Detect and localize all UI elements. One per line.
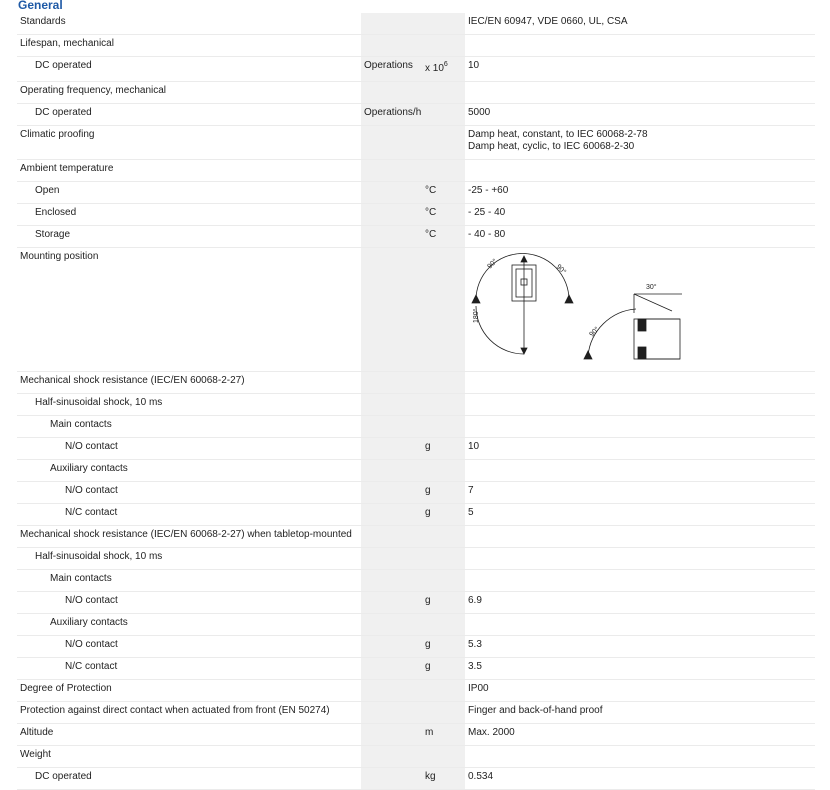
spec-factor [423,248,465,372]
angle-label: 30° [646,284,657,291]
spec-unit [361,372,423,394]
spec-row [17,636,815,658]
spec-unit: Operations/h [361,104,423,126]
spec-unit [361,548,423,570]
spec-value: 10 [465,57,815,82]
spec-label: Main contacts [17,416,361,438]
spec-label: Half-sinusoidal shock, 10 ms [17,548,361,570]
spec-value [465,35,815,57]
spec-row [17,416,815,438]
spec-factor [423,126,465,160]
spec-label: Weight [17,746,361,768]
spec-label: DC operated [17,57,361,82]
spec-label: Lifespan, mechanical [17,35,361,57]
spec-row [17,592,815,614]
spec-value: -25 - +60 [465,182,815,204]
spec-unit [361,504,423,526]
spec-unit [361,416,423,438]
spec-value: 5.3 [465,636,815,658]
spec-unit [361,768,423,790]
mounting-position-diagram [468,251,698,361]
spec-factor: kg [423,768,465,790]
spec-label: Storage [17,226,361,248]
spec-table-body [17,13,815,790]
spec-row [17,126,815,160]
section-title: General [18,0,63,12]
spec-value: IP00 [465,680,815,702]
spec-row [17,614,815,636]
spec-unit [361,204,423,226]
spec-row [17,57,815,82]
spec-unit [361,680,423,702]
spec-value: - 25 - 40 [465,204,815,226]
spec-label: Main contacts [17,570,361,592]
spec-factor [423,394,465,416]
spec-label: Climatic proofing [17,126,361,160]
spec-factor [423,82,465,104]
spec-row [17,204,815,226]
spec-value [465,614,815,636]
spec-label: Standards [17,13,361,35]
spec-factor: m [423,724,465,746]
spec-row [17,482,815,504]
spec-row [17,182,815,204]
spec-label: DC operated [17,104,361,126]
spec-factor: g [423,482,465,504]
spec-factor: g [423,592,465,614]
spec-table [17,13,815,790]
spec-unit [361,460,423,482]
spec-value [465,394,815,416]
spec-label: N/O contact [17,438,361,460]
spec-unit [361,394,423,416]
spec-unit [361,570,423,592]
spec-label: Degree of Protection [17,680,361,702]
spec-unit [361,636,423,658]
spec-factor [423,35,465,57]
spec-value [465,570,815,592]
spec-value: 7 [465,482,815,504]
spec-value: 3.5 [465,658,815,680]
spec-row [17,702,815,724]
spec-factor: °C [423,226,465,248]
spec-value: Max. 2000 [465,724,815,746]
spec-label: Enclosed [17,204,361,226]
spec-label: N/O contact [17,636,361,658]
spec-factor [423,13,465,35]
spec-row [17,504,815,526]
spec-value: IEC/EN 60947, VDE 0660, UL, CSA [465,13,815,35]
spec-row [17,768,815,790]
spec-label: Operating frequency, mechanical [17,82,361,104]
spec-value [465,416,815,438]
spec-value: 5000 [465,104,815,126]
angle-label: 90° [588,325,601,339]
spec-value: 0.534 [465,768,815,790]
spec-label: Auxiliary contacts [17,614,361,636]
spec-unit [361,482,423,504]
angle-label: 90° [486,257,499,271]
spec-value-line: Damp heat, constant, to IEC 60068-2-78 [468,129,648,140]
spec-value [465,526,815,548]
spec-row [17,394,815,416]
spec-factor: g [423,504,465,526]
spec-factor [423,526,465,548]
spec-factor [423,548,465,570]
spec-row [17,104,815,126]
spec-unit [361,592,423,614]
spec-row [17,35,815,57]
spec-row [17,570,815,592]
spec-row [17,746,815,768]
spec-row [17,548,815,570]
spec-value: 5 [465,504,815,526]
spec-row [17,680,815,702]
spec-label: N/O contact [17,592,361,614]
spec-factor: g [423,658,465,680]
spec-label: DC operated [17,768,361,790]
spec-row [17,372,815,394]
spec-unit [361,526,423,548]
spec-value: 10 [465,438,815,460]
spec-unit: Operations [361,57,423,82]
spec-factor [423,702,465,724]
arc-left-bottom [476,306,524,354]
spec-value [465,548,815,570]
spec-value: - 40 - 80 [465,226,815,248]
spec-value: 6.9 [465,592,815,614]
spec-value [465,372,815,394]
spec-factor-base: x 10 [425,63,444,74]
spec-factor [423,460,465,482]
spec-value [465,460,815,482]
spec-label: Mechanical shock resistance (IEC/EN 60068-2-27) [17,372,361,394]
spec-label: Auxiliary contacts [17,460,361,482]
spec-factor [423,570,465,592]
spec-factor [423,614,465,636]
spec-label: N/C contact [17,658,361,680]
spec-row [17,13,815,35]
spec-factor-exponent: 6 [443,61,448,68]
spec-factor [423,416,465,438]
spec-value [465,160,815,182]
spec-row [17,460,815,482]
spec-factor: °C [423,182,465,204]
spec-unit [361,614,423,636]
spec-value: Finger and back-of-hand proof [465,702,815,724]
spec-label: N/O contact [17,482,361,504]
spec-value [465,746,815,768]
spec-factor: °C [423,204,465,226]
spec-unit [361,746,423,768]
spec-row [17,82,815,104]
spec-row [17,248,815,372]
spec-factor [423,160,465,182]
spec-unit [361,35,423,57]
spec-unit [361,438,423,460]
spec-value [465,126,815,160]
spec-unit [361,724,423,746]
spec-label: Mounting position [17,248,361,372]
spec-factor: g [423,636,465,658]
spec-row [17,724,815,746]
spec-label: Protection against direct contact when actuated from front (EN 50274) [17,702,361,724]
spec-label: Mechanical shock resistance (IEC/EN 60068-2-27) when tabletop-mounted [17,526,361,548]
spec-unit [361,160,423,182]
spec-label: Half-sinusoidal shock, 10 ms [17,394,361,416]
spec-row [17,160,815,182]
spec-unit [361,248,423,372]
spec-label: N/C contact [17,504,361,526]
spec-value [465,248,815,372]
spec-row [17,526,815,548]
spec-factor [423,104,465,126]
spec-unit [361,126,423,160]
spec-unit [361,702,423,724]
spec-unit [361,182,423,204]
spec-factor: g [423,438,465,460]
spec-value [465,82,815,104]
spec-factor [423,680,465,702]
spec-unit [361,13,423,35]
angle-label: 90° [554,263,568,276]
spec-row [17,438,815,460]
spec-unit [361,82,423,104]
spec-factor [423,746,465,768]
angle-label: 180° [473,308,480,323]
spec-factor [423,372,465,394]
spec-label: Open [17,182,361,204]
spec-label: Altitude [17,724,361,746]
spec-row [17,226,815,248]
spec-unit [361,658,423,680]
spec-unit [361,226,423,248]
spec-factor [423,57,465,82]
spec-row [17,658,815,680]
spec-label: Ambient temperature [17,160,361,182]
spec-value-line: Damp heat, cyclic, to IEC 60068-2-30 [468,141,635,152]
